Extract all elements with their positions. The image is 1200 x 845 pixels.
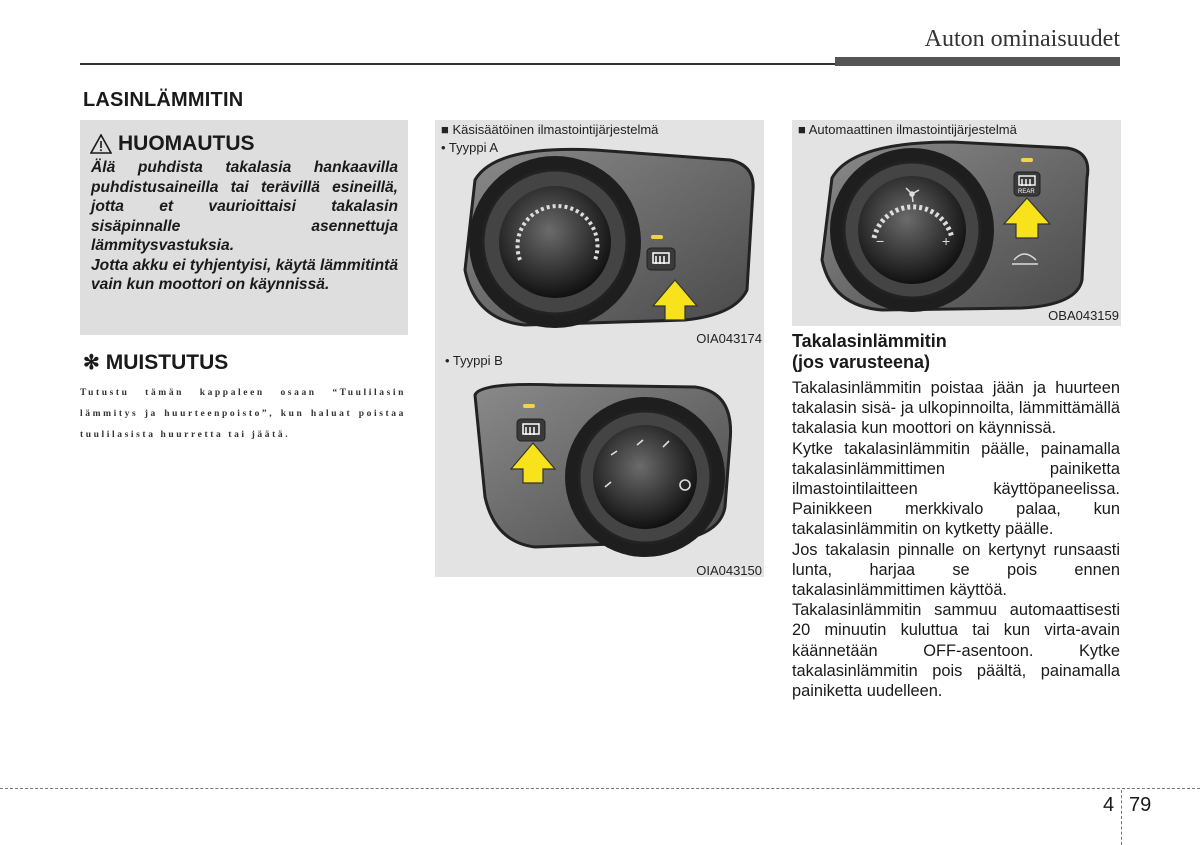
indicator-light	[1021, 158, 1033, 162]
figure-code: OIA043174	[696, 331, 762, 346]
figure-caption-text: Automaattinen ilmastointijärjestelmä	[808, 122, 1017, 137]
warning-heading	[90, 132, 255, 156]
asterisk-icon: ✻	[83, 352, 100, 374]
body-paragraph: Kytke takalasinlämmitin päälle, painamalla takalasinlämmittimen painiketta ilmastointilaitteen käyttöpaneelissa. Painikkeen merkkivalo palaa, kun takalasinlämmitin on kytketty päälle.	[792, 439, 1120, 539]
square-bullet-icon: ■	[441, 122, 449, 137]
indicator-light	[523, 404, 535, 408]
figure-manual-type-a	[435, 120, 764, 350]
figure-automatic	[792, 120, 1121, 326]
warning-paragraph: Jotta akku ei tyhjentyisi, käytä lämmitintä vain kun moottori on käynnissä.	[91, 256, 398, 293]
warning-triangle-icon	[90, 134, 112, 154]
control-panel-b-illustration	[435, 347, 764, 577]
page-number: 79	[1129, 794, 1152, 816]
subsection-title	[792, 331, 1122, 373]
figure-code: OIA043150	[696, 563, 762, 578]
memo-heading	[83, 350, 228, 375]
square-bullet-icon: ■	[798, 122, 806, 137]
subsection-title-line: Takalasinlämmitin	[792, 331, 947, 351]
control-panel-auto-illustration	[792, 120, 1121, 326]
body-paragraph: Takalasinlämmitin sammuu automaattisesti 20 minuutin kuluttua tai kun virta-avain käännetään OFF-asentoon. Kytke takalasinlämmitin pois päältä, painamalla painiketta uudelleen.	[792, 601, 1120, 701]
chapter-number: 4	[1103, 794, 1115, 816]
header-bar	[835, 57, 1120, 66]
running-header: Auton ominaisuudet	[924, 26, 1120, 52]
fan-plus-label: +	[942, 233, 951, 249]
footer-rule	[0, 788, 1200, 789]
rear-defrost-button	[517, 419, 545, 441]
rear-defrost-button	[647, 248, 675, 270]
rear-label: REAR	[1018, 189, 1035, 195]
section-title: LASINLÄMMITIN	[83, 89, 244, 111]
warning-text	[91, 158, 398, 295]
figure-type-label: • Tyyppi B	[445, 353, 503, 368]
indicator-light	[651, 235, 663, 239]
figure-type-label: • Tyyppi A	[441, 140, 499, 155]
fan-minus-label: −	[876, 233, 885, 249]
body-paragraph: Takalasinlämmitin poistaa jään ja huurteen takalasin sisä- ja ulkopinnoilta, lämmittämällä takalasia kun moottori on käynnissä.	[792, 379, 1120, 438]
subsection-body	[792, 378, 1120, 701]
figure-code: OBA043159	[1048, 308, 1119, 323]
figure-caption-text: Käsisäätöinen ilmastointijärjestelmä	[452, 122, 659, 137]
body-paragraph: Jos takalasin pinnalle on kertynyt runsaasti lunta, harjaa se pois ennen takalasinlämmittimen käyttöä.	[792, 540, 1120, 600]
memo-title: MUISTUTUS	[105, 350, 229, 374]
warning-paragraph: Älä puhdista takalasia hankaavilla puhdistusaineilla tai terävillä esineillä, jotta et vaurioittaisi takalasin sisäpinnalle asennettuja lämmitysvastuksia.	[91, 159, 398, 254]
warning-title: HUOMAUTUS	[118, 132, 255, 155]
figure-manual-type-b	[435, 347, 764, 577]
memo-text: Tutustu tämän kappaleen osaan “Tuulilasin lämmitys ja huurteenpoisto”, kun haluat poistaa tuulilasista huurretta tai jäätä.	[80, 388, 406, 440]
warning-box	[80, 120, 408, 335]
subsection-title-line: (jos varusteena)	[792, 352, 931, 372]
footer-divider	[1121, 790, 1122, 845]
control-panel-a-illustration	[435, 120, 764, 350]
